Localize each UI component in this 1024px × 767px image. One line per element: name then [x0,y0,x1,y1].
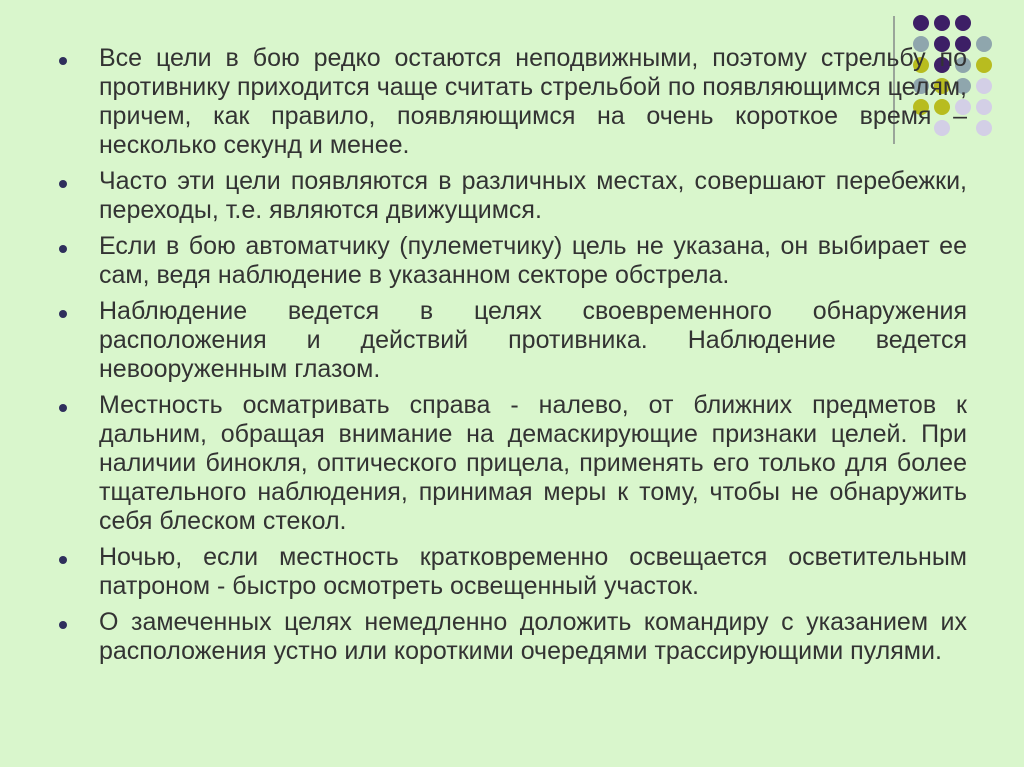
bullet-text: Наблюдение ведется в целях своевременного обнаружения расположения и действий противника. Наблюдение ведется невооруженным глазом. [99,297,967,383]
bullet-text: О замеченных целях немедленно доложить командиру с указанием их расположения устно или короткими очередями трассирующими пулями. [99,608,967,665]
bullet-item [59,391,967,536]
bullet-dot-icon [59,404,67,412]
bullet-dot-icon [59,245,67,253]
bullet-item [59,167,967,225]
bullet-dot-icon [59,556,67,564]
bullet-dot-icon [59,180,67,188]
bullet-list [59,44,967,673]
bullet-text: Ночью, если местность кратковременно освещается осветительным патроном - быстро осмотреть освещенный участок. [99,543,967,600]
bullet-text: Местность осматривать справа - налево, от ближних предметов к дальним, обращая внимание на демаскирующие признаки целей. При наличии бинокля, оптического прицела, применять его только для более тщательного наблюдения, принимая меры к тому, чтобы не обнаружить себя блеском стекол. [99,391,967,535]
bullet-item [59,44,967,160]
bullet-text: Часто эти цели появляются в различных местах, совершают перебежки, переходы, т.е. являются движущимся. [99,167,967,224]
bullet-dot-icon [59,310,67,318]
bullet-dot-icon [59,621,67,629]
bullet-text: Если в бою автоматчику (пулеметчику) цель не указана, он выбирает ее сам, ведя наблюдение в указанном секторе обстрела. [99,232,967,289]
decorative-dot-icon [955,15,971,31]
bullet-dot-icon [59,57,67,65]
bullet-text: Все цели в бою редко остаются неподвижными, поэтому стрельбу по противнику приходится чаще считать стрельбой по появляющимся целям, причем, как правило, появляющимся на очень короткое время – несколько секунд и менее. [99,44,967,159]
decorative-dot-icon [913,15,929,31]
decorative-dot-icon [934,15,950,31]
decorative-dot-icon [976,78,992,94]
bullet-item [59,543,967,601]
decorative-dot-icon [976,99,992,115]
decorative-dot-icon [976,120,992,136]
bullet-item [59,297,967,384]
bullet-item [59,232,967,290]
decorative-dot-icon [976,57,992,73]
bullet-item [59,608,967,666]
decorative-dot-icon [976,36,992,52]
